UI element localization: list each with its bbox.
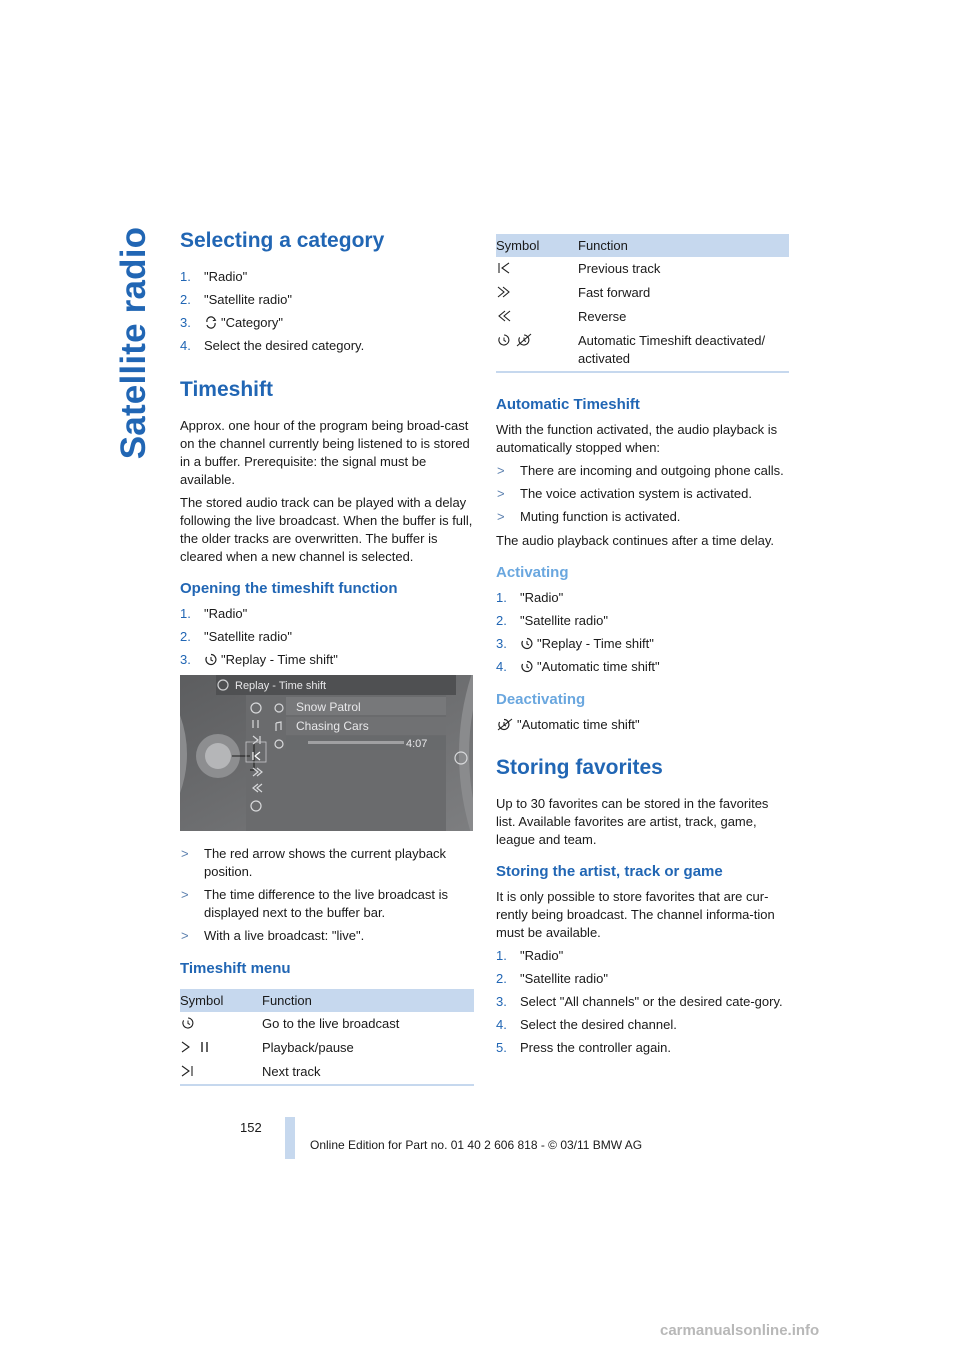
screen-artist: Snow Patrol xyxy=(296,700,361,714)
page-number: 152 xyxy=(240,1120,262,1135)
deactivating-text: "Automatic time shift" xyxy=(496,716,789,734)
screen-time: 4:07 xyxy=(406,738,428,750)
heading-timeshift: Timeshift xyxy=(180,378,273,401)
heading-activating: Activating xyxy=(496,564,569,581)
list-item: 1. "Radio" xyxy=(180,269,248,284)
list-item: > There are incoming and outgoing phone calls. xyxy=(497,463,784,478)
timeshift-paragraph-2: The stored audio track can be played with a delay following the live broadcast. When the buffer is full, the older tracks are overwritten. The buffer is cleared when a new channel is selected. xyxy=(180,495,473,564)
activating-steps xyxy=(496,589,789,676)
list-item: 4. Select the desired category. xyxy=(180,338,365,353)
column-header-symbol: Symbol xyxy=(496,234,578,257)
list-item: > The red arrow shows the current playback position. xyxy=(181,846,447,879)
list-item: 4. "Automatic time shift" xyxy=(496,659,660,674)
heading-deactivating: Deactivating xyxy=(496,691,586,708)
table-header-row xyxy=(180,989,474,1012)
list-item: 2. "Satellite radio" xyxy=(180,629,292,644)
table-header-row xyxy=(496,234,789,257)
opening-timeshift-steps xyxy=(180,605,474,669)
storing-artist-steps xyxy=(496,947,789,1057)
idrive-screen-graphic xyxy=(180,675,473,831)
storing-artist-paragraph: It is only possible to store favorites that are cur-rently being broadcast. The channel informa-tion must be available. xyxy=(496,889,775,940)
reverse-icon xyxy=(496,309,512,323)
list-item: 3. "Category" xyxy=(180,315,283,330)
timeshift-paragraph-1: Approx. one hour of the program being broad-cast on the channel currently being listened to is stored in a buffer. Prerequisite: the signal must be available. xyxy=(180,418,470,487)
list-item: 5. Press the controller again. xyxy=(496,1040,672,1055)
watermark: carmanualsonline.info xyxy=(660,1322,820,1339)
auto-timeshift-icon xyxy=(496,333,536,347)
next-track-icon xyxy=(180,1064,196,1078)
play-pause-icon xyxy=(180,1040,212,1054)
screen-header: Replay - Time shift xyxy=(235,680,327,692)
table-row: Reverse xyxy=(496,305,789,329)
symbol-table-continued xyxy=(496,234,789,373)
replay-icon xyxy=(204,653,218,666)
table-row: Previous track xyxy=(496,257,789,281)
table-row: Playback/pause xyxy=(180,1036,474,1060)
right-column xyxy=(496,234,789,1063)
list-item: 1. "Radio" xyxy=(180,606,248,621)
table-row: Automatic Timeshift deactivated/ activated xyxy=(496,329,789,371)
list-item: 3. "Replay - Time shift" xyxy=(496,636,654,651)
screen-track: Chasing Cars xyxy=(296,719,369,733)
table-row: Go to the live broadcast xyxy=(180,1012,474,1036)
footer-accent-bar xyxy=(285,1117,295,1159)
selecting-category-steps xyxy=(180,268,474,355)
list-item: 3. Select "All channels" or the desired cate-gory. xyxy=(496,994,783,1009)
table-row: Next track xyxy=(180,1060,474,1084)
fast-forward-icon xyxy=(496,285,512,299)
previous-track-icon xyxy=(496,261,512,275)
list-item: 2. "Satellite radio" xyxy=(496,971,608,986)
heading-selecting-category: Selecting a category xyxy=(180,229,385,252)
idrive-screenshot xyxy=(180,675,473,831)
list-item: 2. "Satellite radio" xyxy=(496,613,608,628)
live-broadcast-icon xyxy=(180,1016,196,1030)
automatic-timeshift-conditions xyxy=(496,462,789,526)
column-header-function: Function xyxy=(578,234,789,257)
column-header-symbol: Symbol xyxy=(180,989,262,1012)
column-header-function: Function xyxy=(262,989,474,1012)
list-item: 3. "Replay - Time shift" xyxy=(180,652,338,667)
list-item: 2. "Satellite radio" xyxy=(180,292,292,307)
list-item: > With a live broadcast: "live". xyxy=(181,928,365,943)
storing-favorites-paragraph: Up to 30 favorites can be stored in the favorites list. Available favorites are artist, track, game, league and team. xyxy=(496,796,769,847)
left-column xyxy=(180,226,474,1086)
table-row: Fast forward xyxy=(496,281,789,305)
auto-timeshift-on-icon xyxy=(520,660,534,673)
heading-automatic-timeshift: Automatic Timeshift xyxy=(496,396,640,413)
list-item: 1. "Radio" xyxy=(496,948,564,963)
automatic-timeshift-outro: The audio playback continues after a time delay. xyxy=(496,533,774,548)
footer-edition-note: Online Edition for Part no. 01 40 2 606 818 - © 03/11 BMW AG xyxy=(310,1138,643,1152)
list-item: 4. Select the desired channel. xyxy=(496,1017,677,1032)
replay-icon xyxy=(520,637,534,650)
heading-storing-artist: Storing the artist, track or game xyxy=(496,863,723,880)
automatic-timeshift-intro: With the function activated, the audio playback is automatically stopped when: xyxy=(496,422,778,455)
list-item: > The voice activation system is activated. xyxy=(497,486,752,501)
screen-notes xyxy=(180,845,474,945)
list-item: 1. "Radio" xyxy=(496,590,564,605)
timeshift-menu-table xyxy=(180,989,474,1086)
heading-opening-timeshift: Opening the timeshift function xyxy=(180,580,398,597)
category-icon xyxy=(204,316,218,329)
list-item: > The time difference to the live broadcast is displayed next to the buffer bar. xyxy=(181,887,448,920)
side-section-title: Satellite radio xyxy=(114,226,153,460)
heading-timeshift-menu: Timeshift menu xyxy=(180,960,291,977)
heading-storing-favorites: Storing favorites xyxy=(496,756,663,779)
list-item: > Muting function is activated. xyxy=(497,509,681,524)
auto-timeshift-off-icon xyxy=(496,718,514,731)
